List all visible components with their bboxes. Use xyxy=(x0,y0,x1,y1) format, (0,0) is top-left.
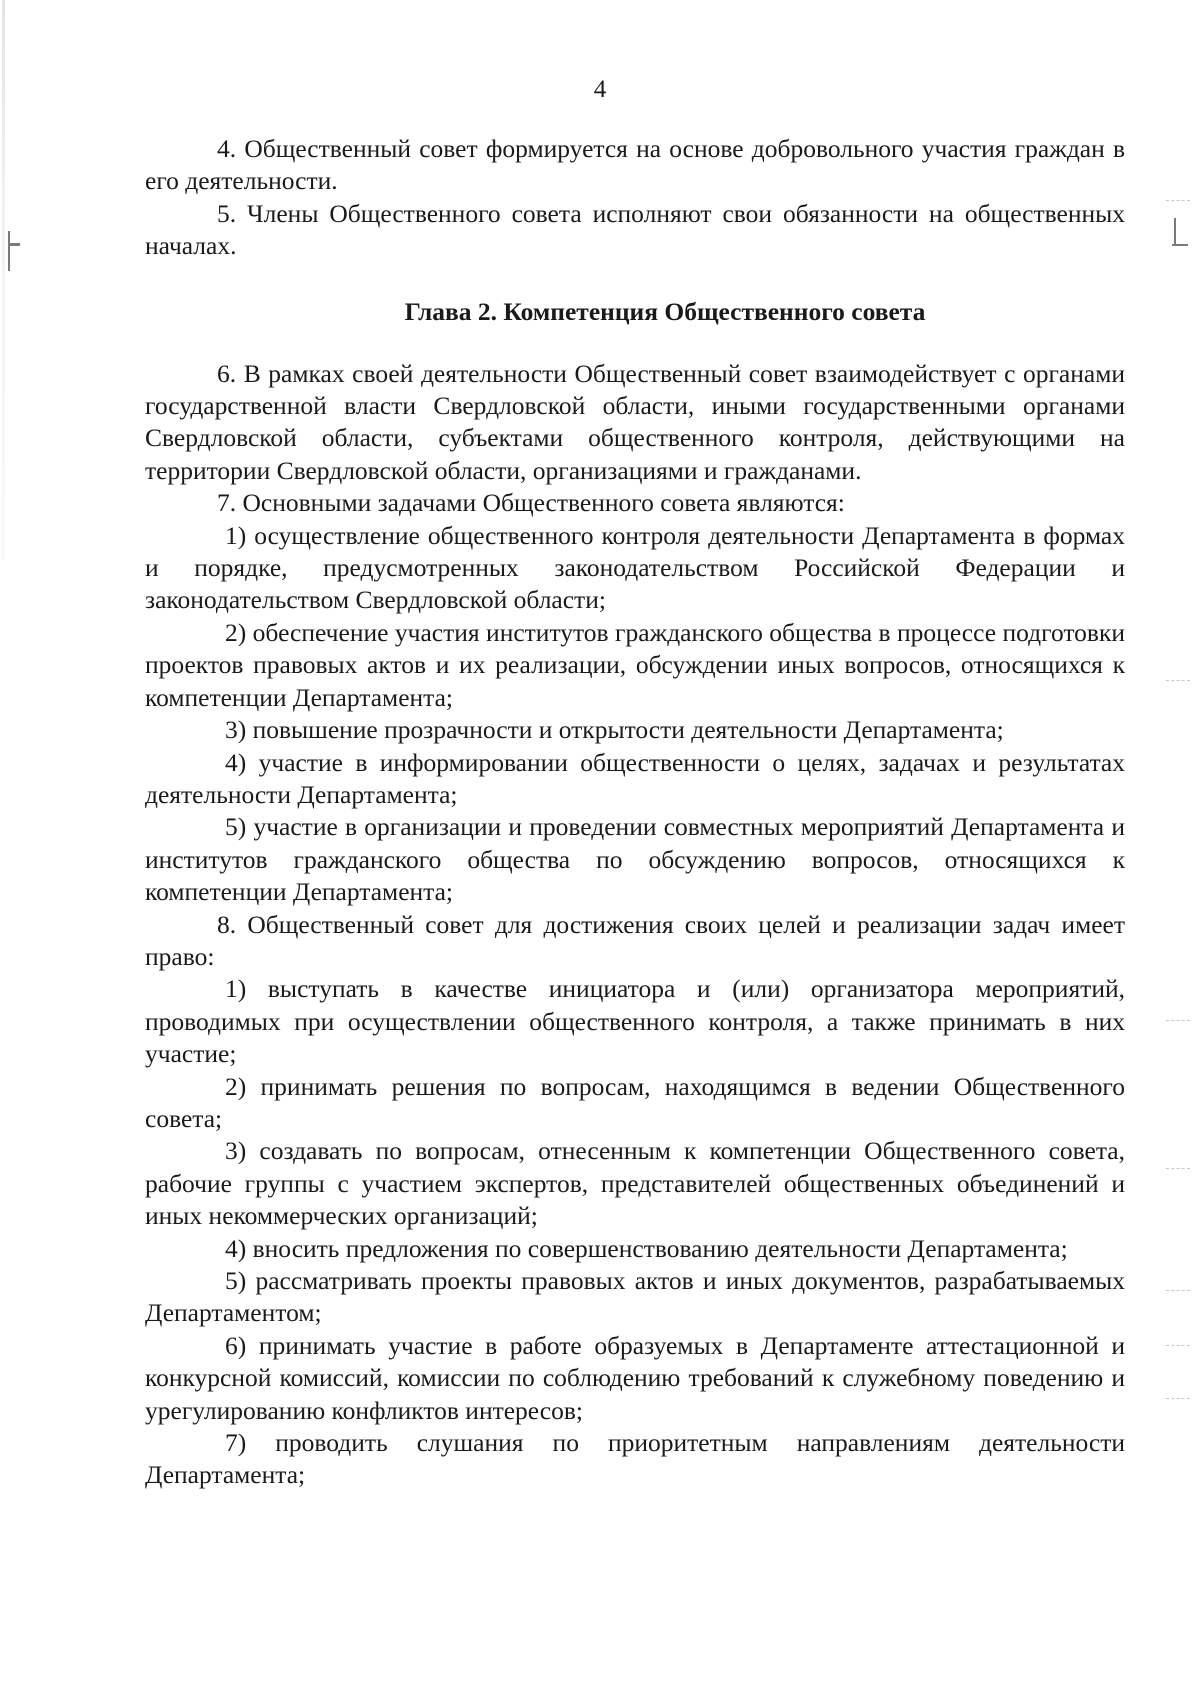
paragraph-5: 5. Члены Общественного совета исполняют свои обязанности на общественных началах. xyxy=(145,198,1125,261)
paragraph-7-item-3: 3) повышение прозрачности и открытости деятельности Департамента; xyxy=(225,715,1004,745)
paragraph-8-item-3: 3) создавать по вопросам, отнесенным к компетенции Общественного совета, рабочие группы с участием экспертов, представителей общественных объединений и иных некоммерческих организаций; xyxy=(145,1136,1125,1231)
paragraph-8-item-6: 6) принимать участие в работе образуемых в Департаменте аттестационной и конкурсной комиссий, комиссии по соблюдению требований к служебному поведению и урегулированию конфликтов интересов; xyxy=(145,1330,1125,1425)
scan-mark xyxy=(1166,200,1190,201)
paragraph-8-item-5: 5) рассматривать проекты правовых актов и иных документов, разрабатываемых Департаментом; xyxy=(145,1266,1125,1328)
scan-mark xyxy=(1166,1168,1190,1169)
page-number: 4 xyxy=(593,76,607,103)
paragraph-4: 4. Общественный совет формируется на основе добровольного участия граждан в его деятельности. xyxy=(145,134,1125,196)
scan-mark xyxy=(1166,1290,1190,1291)
paragraph-8: 8. Общественный совет для достижения своих целей и реализации задач имеет право: xyxy=(145,909,1125,971)
paragraph-6: 6. В рамках своей деятельности Общественный совет взаимодействует с органами государственной власти Свердловской области, иными государственными органами Свердловской области, субъектами общественного контроля, действующими на территории Свердловской области, организациями и гражданами. xyxy=(145,358,1125,485)
document-body xyxy=(145,133,1125,1492)
scan-mark xyxy=(1166,1020,1190,1021)
paragraph-7-item-5: 5) участие в организации и проведении совместных мероприятий Департамента и институтов гражданского общества по обсуждению вопросов, относящихся к компетенции Департамента; xyxy=(145,812,1125,907)
paragraph-7-item-4: 4) участие в информировании общественности о целях, задачах и результатах деятельности Департамента; xyxy=(145,747,1125,809)
scan-mark xyxy=(8,231,10,271)
paragraph-7-item-1: 1) осуществление общественного контроля деятельности Департамента в формах и порядке, предусмотренных законодательством Российской Федерации и законодательством Свердловской области; xyxy=(145,520,1125,615)
paragraph-7-item-2: 2) обеспечение участия институтов гражданского общества в процессе подготовки проектов правовых актов и их реализации, обсуждении иных вопросов, относящихся к компетенции Департамента; xyxy=(145,617,1125,712)
scan-mark xyxy=(1174,218,1176,246)
scan-mark xyxy=(1166,1345,1190,1346)
scan-mark xyxy=(1166,1398,1190,1399)
paragraph-8-item-7: 7) проводить слушания по приоритетным направлениям деятельности Департамента; xyxy=(145,1428,1125,1490)
paragraph-8-item-2: 2) принимать решения по вопросам, находящимся в ведении Общественного совета; xyxy=(145,1071,1125,1133)
scan-mark xyxy=(1166,680,1190,681)
paragraph-8-item-1: 1) выступать в качестве инициатора и (или) организатора мероприятий, проводимых при осуществлении общественного контроля, а также принимать в них участие; xyxy=(145,974,1125,1069)
chapter-title: Глава 2. Компетенция Общественного совета xyxy=(404,296,926,326)
scan-mark xyxy=(1172,244,1188,246)
paragraph-7: 7. Основными задачами Общественного совета являются: xyxy=(217,488,845,518)
paragraph-8-item-4: 4) вносить предложения по совершенствованию деятельности Департамента; xyxy=(225,1233,1068,1263)
